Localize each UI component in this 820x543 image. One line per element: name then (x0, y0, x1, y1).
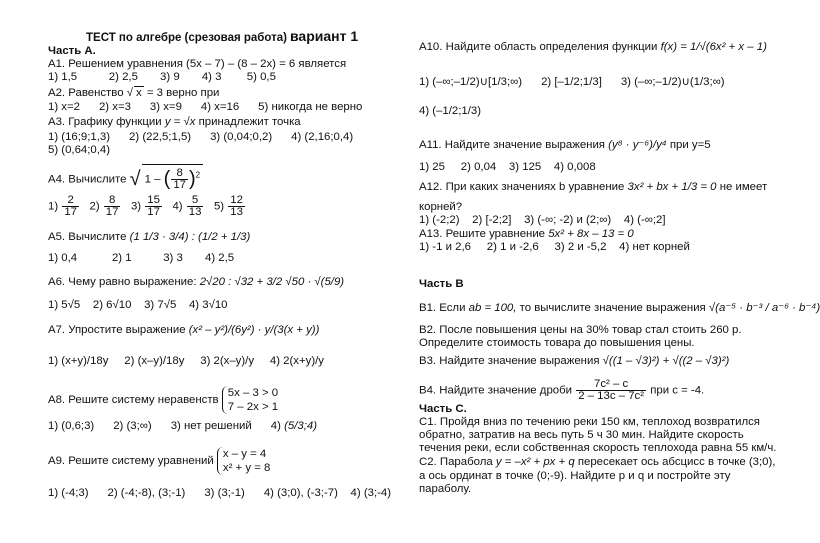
b1-expression: √(a⁻⁵ · b⁻³ / a⁻⁶ · b⁻⁴) (708, 302, 820, 314)
b4-text: В4. Найдите значение дроби (419, 384, 573, 397)
a3-answers: 1) (16;9;1,3) 2) (22,5;1,5) 3) (0,04;0,2) 4) (2,16;0,4) (48, 131, 354, 143)
a12-question-end: корней? (419, 201, 463, 213)
b1-question (419, 302, 820, 315)
a1-question: А1. Решением уравнения (5x – 7) – (8 – 2x) = 6 является (48, 58, 347, 70)
a4-opt1-num: 2 (62, 195, 79, 207)
b3-text: В3. Найдите значение выражения (419, 355, 600, 367)
c1-line-1: С1. Пройдя вниз по течению реки 150 км, теплоход возвратился (419, 416, 760, 428)
b2-line-2: Определите стоимость товара до повышения цены. (419, 337, 695, 349)
a4-opt2-label: 2) (89, 200, 100, 213)
a9-question (48, 447, 270, 475)
b4-numerator: 7c² – c (576, 379, 646, 391)
a8-answer-4: (5/3;4) (284, 420, 317, 432)
a6-answers: 1) 5√5 2) 6√10 3) 7√5 4) 3√10 (48, 299, 228, 311)
part-a-title: Часть А. (48, 45, 96, 57)
a13-question (419, 228, 634, 241)
a2-text: А2. Равенство (48, 87, 124, 99)
a3-answer-5: 5) (0,64;0,4) (48, 144, 111, 156)
c2-text: С2. Парабола (419, 456, 493, 468)
a10-answers: 1) (–∞;–1/2)∪[1/3;∞) 2) [–1/2;1/3] 3) (–∞;–1/2)∪(1/3;∞) (419, 76, 725, 88)
a8-ineq-2: 7 – 2x > 1 (227, 401, 279, 413)
a4-text: А4. Вычислите (48, 173, 127, 186)
a11-text-2: при y=5 (669, 139, 711, 151)
a7-expression: (x² – y²)/(6y²) · y/(3(x + y)) (188, 324, 320, 336)
b1-text: В1. Если (419, 302, 466, 314)
a4-num: 8 (171, 168, 188, 180)
a1-answers: 1) 1,5 2) 2,5 3) 9 4) 3 5) 0,5 (48, 71, 276, 83)
c2-equation: y = –x² + px + q (495, 456, 575, 468)
a10-answer-4: 4) (–1/2;1/3) (419, 105, 482, 117)
a12-text-2: не имеет (719, 181, 768, 193)
a7-text: А7. Упростите выражение (48, 324, 186, 336)
a12-answers: 1) (-2;2) 2) [-2;2] 3) (-∞; -2) и (2;∞) 4) (-∞;2] (419, 214, 666, 226)
a3-text-2: принадлежит точка (198, 116, 301, 128)
a6-expression: 2√20 : √32 + 3/2 √50 · √(5/9) (199, 276, 345, 288)
c2-line-2: а ось ординат в точке (0;-9). Найдите p и q и постройте эту (419, 470, 731, 482)
a3-text: А3. Графику функции (48, 116, 162, 128)
c2-text-2: пересекает ось абсцисс в точке (3;0), (577, 456, 776, 468)
part-c-title: Часть С. (419, 403, 467, 415)
a9-text: А9. Решите систему уравнений (48, 455, 214, 468)
a9-eq-1: x – y = 4 (222, 448, 267, 460)
a13-answers: 1) -1 и 2,6 2) 1 и -2,6 3) 2 и -5,2 4) нет корней (419, 241, 690, 253)
a4-question: А4. Вычислите √ 1 – ( $\frac{8}{17}$ )$^2$ (48, 164, 203, 194)
a12-equation: 3x² + bx + 1/3 = 0 (627, 181, 717, 193)
a4-opt5-label: 5) (213, 200, 225, 213)
a4-opt4-num: 5 (187, 195, 204, 207)
a7-question (48, 324, 319, 337)
b3-question (419, 355, 729, 368)
a8-question (48, 386, 278, 414)
a9-answers: 1) (-4;3) 2) (-4;-8), (3;-1) 3) (3;-1) 4) (3;0), (-3;-7) 4) (3;-4) (48, 487, 392, 499)
b1-condition: ab = 100, (468, 302, 517, 314)
a4-opt5-den: 13 (230, 206, 243, 218)
a11-expression: (y⁸ · y⁻⁶)/y⁴ (608, 139, 667, 151)
a10-text: А10. Найдите область определения функции (419, 41, 658, 53)
a4-opt3-den: 17 (147, 206, 160, 218)
a4-opt4-label: 4) (172, 200, 183, 213)
a2-question: А2. Равенство √ x = 3 верно при (48, 87, 220, 99)
a4-opt2-den: 17 (105, 206, 119, 218)
a4-opt4-den: 13 (188, 206, 202, 218)
c2-line-3: параболу. (419, 483, 472, 495)
b4-question (419, 379, 704, 402)
test-title: ТЕСТ по алгебре (срезовая работа) (86, 32, 287, 44)
a13-text: А13. Решите уравнение (419, 228, 546, 240)
a4-den: 17 (173, 179, 186, 191)
a12-text: А12. При каких значениях b уравнение (419, 181, 625, 193)
a4-opt5-num: 12 (230, 194, 243, 206)
a6-text: А6. Чему равно выражение: (48, 276, 197, 288)
a7-answers: 1) (x+y)/18y 2) (x–y)/18y 3) 2(x–y)/y 4) 2(x+y)/y (48, 355, 324, 367)
a6-question (48, 276, 344, 289)
a2-radicand: x (135, 87, 142, 99)
a5-expression: (1 1/3 · 3/4) : (1/2 + 1/3) (129, 231, 251, 243)
a4-opt1-label: 1) (48, 200, 59, 213)
a5-answers: 1) 0,4 2) 1 3) 3 4) 2,5 (48, 252, 235, 264)
b4-denominator: 2 – 13c – 7c² (578, 390, 645, 402)
a4-opt3-num: 15 (147, 194, 160, 206)
a4-opt2-num: 8 (104, 195, 121, 207)
a8-text: А8. Решите систему неравенств (48, 394, 219, 407)
a4-power: 2 (195, 170, 201, 180)
a4-opt1-den: 17 (64, 206, 77, 218)
a8-answers-text: 1) (0,6;3) 2) (3;∞) 3) нет решений 4) (48, 420, 281, 432)
a2-answers: 1) x=2 2) x=3 3) x=9 4) x=16 5) никогда не верно (48, 101, 363, 113)
a8-answers (48, 420, 317, 433)
a10-question (419, 41, 767, 54)
a3-question (48, 116, 301, 129)
a3-function: y = √x (164, 116, 196, 128)
a11-question (419, 139, 711, 152)
a4-answers (48, 195, 246, 218)
b4-text-2: при c = -4. (650, 384, 705, 397)
a4-opt3-label: 3) (130, 200, 142, 213)
a5-question (48, 231, 250, 244)
a8-ineq-1: 5x – 3 > 0 (227, 387, 279, 399)
a10-function: f(x) = 1/√(6x² + x – 1) (660, 41, 767, 53)
a4-one-minus: 1 – (144, 173, 161, 186)
b3-expression: √((1 – √3)²) + √((2 – √3)²) (602, 355, 730, 367)
a13-equation: 5x² + 8x – 13 = 0 (548, 228, 634, 240)
a2-text-2: = 3 верно при (146, 87, 220, 99)
c1-line-2: обратно, затратив на весь путь 5 ч 30 мин. Найдите скорость (419, 429, 744, 441)
a12-question (419, 181, 767, 194)
part-b-title: Часть В (419, 278, 464, 290)
a9-eq-2: x² + y = 8 (222, 462, 271, 474)
c2-line-1 (419, 456, 775, 469)
c1-line-3: течения реки, если собственная скорость теплохода равна 55 км/ч. (419, 442, 777, 454)
b2-line-1: В2. После повышения цены на 30% товар стал стоить 260 р. (419, 324, 742, 336)
a5-text: А5. Вычислите (48, 231, 127, 243)
a11-answers: 1) 25 2) 0,04 3) 125 4) 0,008 (419, 161, 596, 173)
a11-text: А11. Найдите значение выражения (419, 139, 605, 151)
variant-label: вариант 1 (290, 28, 359, 44)
b1-text-2: то вычислите значение выражения (519, 302, 706, 314)
